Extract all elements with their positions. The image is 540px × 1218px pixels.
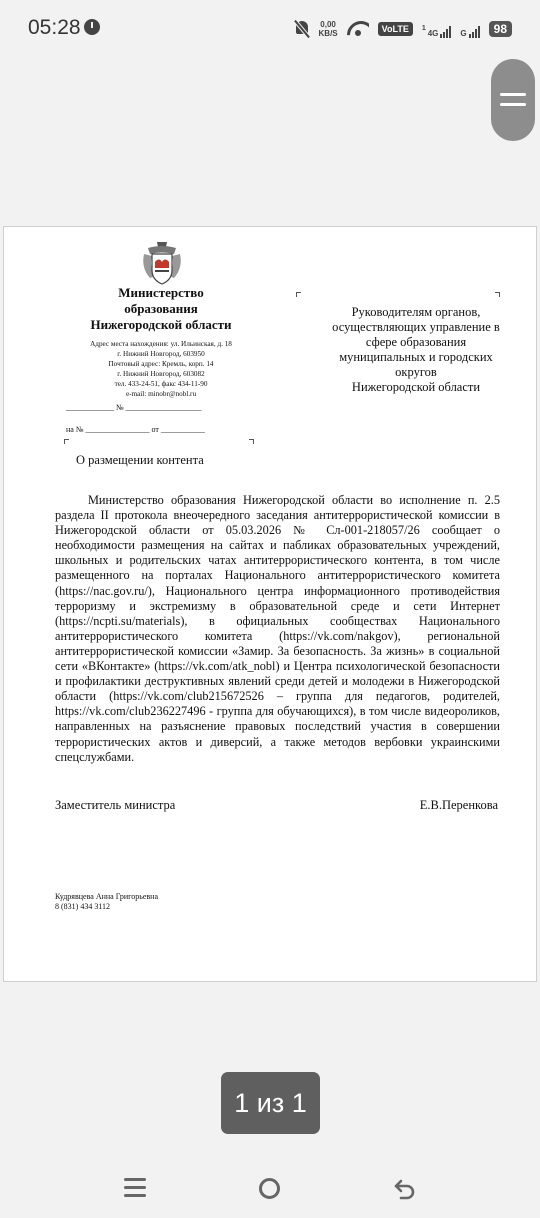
page-counter: 1 из 1 xyxy=(221,1072,320,1134)
recents-icon[interactable] xyxy=(124,1178,146,1198)
coat-of-arms-icon xyxy=(140,240,184,286)
clock: 05:28 xyxy=(28,16,81,39)
signal-bars-icon xyxy=(440,26,451,38)
executor-info xyxy=(55,892,158,912)
sim1-signal xyxy=(422,20,452,38)
speed-unit: KB/S xyxy=(318,29,338,38)
ministry-line: Нижегородской области xyxy=(90,317,232,332)
recipient-line: сфере образования xyxy=(365,335,467,349)
ministry-line: образования xyxy=(124,301,198,316)
bracket-corner xyxy=(495,292,500,297)
sim2-signal xyxy=(460,20,479,38)
ministry-address xyxy=(56,339,266,399)
letter-subject: О размещении контента xyxy=(76,453,204,467)
wifi-icon xyxy=(347,21,369,37)
volte-badge: VoLTE xyxy=(378,22,413,36)
ministry-name xyxy=(56,285,266,333)
reply-reference-line: на № ________________ от ___________ xyxy=(66,425,205,434)
signer-position: Заместитель министра xyxy=(55,798,176,812)
recipient-block xyxy=(326,305,506,395)
signal-bars-icon xyxy=(469,26,480,38)
address-line: тел. 433-24-51, факс 434-11-90 xyxy=(114,380,208,388)
mute-icon xyxy=(294,20,310,38)
menu-button[interactable] xyxy=(491,59,535,141)
speed-value: 0,00 xyxy=(320,20,336,29)
bracket-corner xyxy=(249,439,254,444)
executor-name: Кудрявцева Анна Григорьевна xyxy=(55,892,158,901)
sim1-index: 1 xyxy=(421,25,426,32)
back-icon[interactable] xyxy=(393,1177,417,1201)
home-icon[interactable] xyxy=(259,1178,280,1199)
alarm-icon xyxy=(84,19,100,35)
recipient-line: Руководителям органов, xyxy=(351,305,481,319)
executor-phone: 8 (831) 434 3112 xyxy=(55,902,111,911)
sim2-network-type: G xyxy=(460,29,467,38)
registration-number-line: ____________ № ___________________ xyxy=(66,403,202,412)
status-icons xyxy=(294,18,512,40)
signer-name: Е.В.Перенкова xyxy=(419,798,498,812)
address-line: Почтовый адрес: Кремль, корп. 14 xyxy=(108,360,214,368)
navigation-bar xyxy=(0,1160,540,1218)
bracket-corner xyxy=(296,292,301,297)
bracket-corner xyxy=(64,439,69,444)
recipient-line: округов xyxy=(395,365,437,379)
recipient-line: Нижегородской области xyxy=(351,380,481,394)
recipient-line: осуществляющих управление в xyxy=(332,320,500,334)
ministry-line: Министерство xyxy=(118,285,204,300)
sim1-network-type: 4G xyxy=(427,29,439,38)
battery-level: 98 xyxy=(489,21,512,37)
document-page[interactable] xyxy=(3,226,537,982)
address-line: e-mail: minobr@nobl.ru xyxy=(125,390,197,398)
recipient-line: муниципальных и городских xyxy=(339,350,493,364)
status-bar xyxy=(0,0,540,58)
address-line: г. Нижний Новгород, 603082 xyxy=(117,370,205,378)
network-speed xyxy=(319,20,338,38)
address-line: Адрес места нахождения: ул. Ильинская, д. 18 xyxy=(90,340,232,348)
letter-body: Министерство образования Нижегородской области во исполнение п. 2.5 раздела II протокола внеочередного заседания антитеррористической комиссии в Нижегородской области от 05.03.2026 № Сл-001-218057/26 сообщает о необходимости размещения на сайтах и пабликах образовательных учреждений, школьных и родительских чатах антитеррористического контента, в том числе размещенного на порталах Национального антитеррористического комитета (https://nac.gov.ru/), Национального центра информационного противодействия терроризму и экстремизму в образовательной среде и сети Интернет (https://ncpti.su/materials), в официальных сообществах Национального антитеррористического комитета (https://vk.com/nakgov), региональной антитеррористической комиссии «Замир. За безопасность. За жизнь» в социальной сети «ВКонтакте» (https://vk.com/atk_nobl) и Центра психологической безопасности и профилактики деструктивных явлений среди детей и молодежи в Нижегородской области (https://vk.com/club215672526 – группа для педагогов, родителей, https://vk.com/club236227496 - группа для обучающихся), в том числе видеороликов, направленных на разъяснение правовых последствий участия в совершении террористических актов и диверсий, а также методов вербовки украинскими спецслужбами. xyxy=(55,493,500,764)
address-line: г. Нижний Новгород, 603950 xyxy=(117,350,205,358)
